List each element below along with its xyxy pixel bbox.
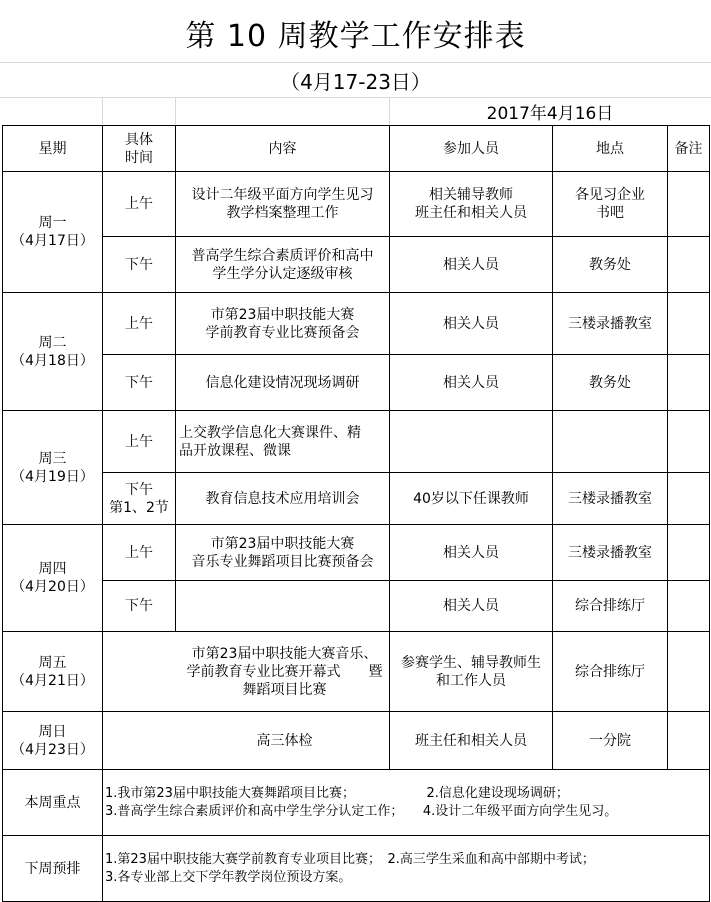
table-row [3, 237, 710, 293]
table-row [3, 525, 710, 581]
location-cell: 一分院 [553, 712, 668, 770]
time-cell: 下午 [103, 237, 176, 293]
remarks-cell [668, 172, 710, 237]
content-cell: 上交教学信息化大赛课件、精 品开放课程、微课 [176, 411, 390, 473]
time-cell: 下午 [103, 355, 176, 411]
table-row [3, 581, 710, 632]
table-row [3, 293, 710, 355]
grid-line [102, 97, 103, 125]
remarks-cell [668, 525, 710, 581]
remarks-cell [668, 712, 710, 770]
content-cell: 市第23届中职技能大赛 学前教育专业比赛预备会 [176, 293, 390, 355]
participants-cell: 相关人员 [390, 237, 553, 293]
location-cell: 三楼录播教室 [553, 293, 668, 355]
date-range-subtitle: （4月17-23日） [280, 69, 431, 94]
participants-cell: 班主任和相关人员 [390, 712, 553, 770]
schedule-table [2, 125, 710, 902]
location-cell: 教务处 [553, 237, 668, 293]
content-cell: 高三体检 [103, 712, 390, 770]
remarks-cell [668, 473, 710, 525]
remarks-cell [668, 632, 710, 712]
focus-label: 本周重点 [3, 770, 103, 836]
day-cell: 周一 （4月17日） [3, 172, 103, 293]
next-week-text: 1.第23届中职技能大赛学前教育专业项目比赛； 2.高三学生采血和高中部期中考试； 3.各专业部上交下学年教学岗位预设方案。 [103, 836, 710, 902]
col-content-header: 内容 [176, 126, 390, 172]
content-cell: 普高学生综合素质评价和高中 学生学分认定逐级审核 [176, 237, 390, 293]
day-cell: 周二 （4月18日） [3, 293, 103, 411]
grid-line [175, 97, 176, 125]
col-weekday-header: 星期 [3, 126, 103, 172]
content-cell: 设计二年级平面方向学生见习 教学档案整理工作 [176, 172, 390, 237]
location-cell [553, 411, 668, 473]
remarks-cell [668, 411, 710, 473]
grid-line [0, 62, 711, 63]
col-time-header: 具体 时间 [103, 126, 176, 172]
remarks-cell [668, 237, 710, 293]
page-title: 第 10 周教学工作安排表 [185, 19, 526, 54]
time-cell: 上午 [103, 525, 176, 581]
location-cell: 三楼录播教室 [553, 525, 668, 581]
col-location-header: 地点 [553, 126, 668, 172]
table-row [3, 411, 710, 473]
content-cell: 市第23届中职技能大赛音乐、 学前教育专业比赛开幕式 暨 舞蹈项目比赛 [103, 632, 390, 712]
participants-cell: 相关人员 [390, 525, 553, 581]
day-cell: 周五 （4月21日） [3, 632, 103, 712]
participants-cell: 相关人员 [390, 581, 553, 632]
participants-cell: 相关人员 [390, 355, 553, 411]
participants-cell: 相关人员 [390, 293, 553, 355]
col-remarks-header: 备注 [668, 126, 710, 172]
day-cell: 周四 （4月20日） [3, 525, 103, 632]
table-row [3, 473, 710, 525]
participants-cell: 40岁以下任课教师 [390, 473, 553, 525]
time-cell: 下午 第1、2节 [103, 473, 176, 525]
header-row [3, 126, 710, 172]
day-cell: 周日 （4月23日） [3, 712, 103, 770]
location-cell: 综合排练厅 [553, 632, 668, 712]
issue-date: 2017年4月16日 [486, 103, 614, 124]
next-week-label: 下周预排 [3, 836, 103, 902]
time-cell: 上午 [103, 411, 176, 473]
col-participants-header: 参加人员 [390, 126, 553, 172]
focus-row [3, 770, 710, 836]
content-cell: 市第23届中职技能大赛 音乐专业舞蹈项目比赛预备会 [176, 525, 390, 581]
participants-cell: 参赛学生、辅导教师生 和工作人员 [390, 632, 553, 712]
location-cell: 教务处 [553, 355, 668, 411]
content-cell [176, 581, 390, 632]
time-cell: 上午 [103, 172, 176, 237]
location-cell: 综合排练厅 [553, 581, 668, 632]
time-cell: 下午 [103, 581, 176, 632]
remarks-cell [668, 355, 710, 411]
remarks-cell [668, 293, 710, 355]
table-row [3, 712, 710, 770]
table-row [3, 632, 710, 712]
content-cell: 信息化建设情况现场调研 [176, 355, 390, 411]
time-cell: 上午 [103, 293, 176, 355]
location-cell: 各见习企业 书吧 [553, 172, 668, 237]
focus-text: 1.我市第23届中职技能大赛舞蹈项目比赛； 2.信息化建设现场调研； 3.普高学生综合素质评价和高中学生学分认定工作； 4.设计二年级平面方向学生见习。 [103, 770, 710, 836]
remarks-cell [668, 581, 710, 632]
participants-cell [390, 411, 553, 473]
day-cell: 周三 （4月19日） [3, 411, 103, 525]
content-cell: 教育信息技术应用培训会 [176, 473, 390, 525]
table-row [3, 355, 710, 411]
location-cell: 三楼录播教室 [553, 473, 668, 525]
participants-cell: 相关辅导教师 班主任和相关人员 [390, 172, 553, 237]
next-week-row [3, 836, 710, 902]
table-row [3, 172, 710, 237]
